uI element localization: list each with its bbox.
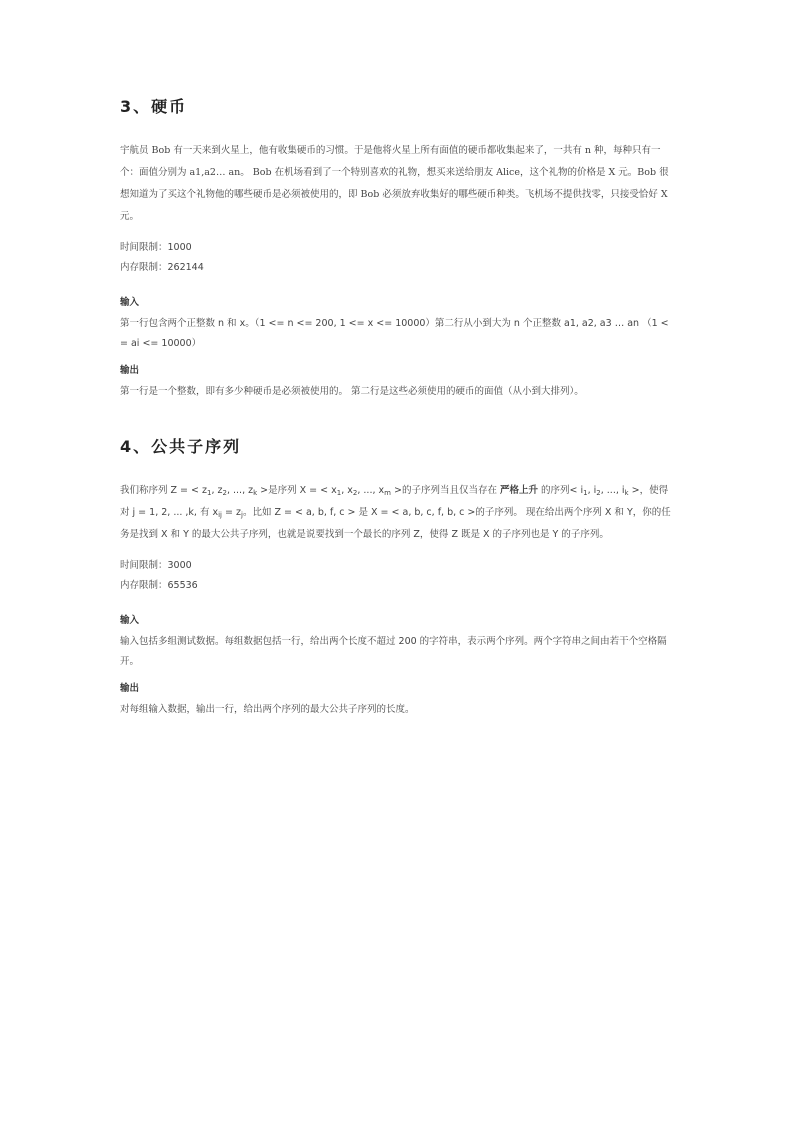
input-heading: 输入 [120,297,140,308]
subscript: 1 [207,489,212,497]
output-heading: 输出 [120,683,140,694]
desc-text: , z [211,485,223,496]
time-limit: 时间限制：1000 [120,242,192,253]
memory-limit: 内存限制：65536 [120,580,198,591]
problem-description [120,480,675,546]
desc-text: , i [587,485,597,496]
desc-text: >，使得对 j = 1, 2, ... ,k, 有 x [120,485,669,518]
subscript: m [384,489,391,497]
desc-text: = z [222,507,241,518]
problem-title: 4、公共子序列 [120,437,242,456]
input-description: 第一行包含两个正整数 n 和 x。（1 <= n <= 200, 1 <= x <= 10000）第二行从小到大为 n 个正整数 a1, a2, a3 … an （1 <= ai <= 10000） [120,318,669,349]
problem-coins [120,96,675,410]
desc-text: 。比如 Z = < a, b, f, c > 是 X = < a, b, c, f, b, c >的子序列。 现在给出两个序列 X 和 Y，你的任务是找到 X 和 Y 的最大公共子序列，也就是说要找到一个最长的序列 Z，使得 Z 既是 X 的子序列也是 Y 的子序列。 [120,507,671,540]
spacer [120,278,675,294]
subscript: 2 [222,489,227,497]
subscript: k [253,489,258,497]
subscript: ij [218,511,222,519]
output-heading: 输出 [120,365,140,376]
time-limit: 时间限制：3000 [120,560,192,571]
spacer [120,596,675,612]
desc-text: , x [341,485,353,496]
input-description: 输入包括多组测试数据。每组数据包括一行，给出两个长度不超过 200 的字符串，表示两个序列。两个字符串之间由若干个空格隔开。 [120,636,667,667]
input-heading: 输入 [120,615,140,626]
emphasis-strictly-increasing: 严格上升 [499,485,538,496]
output-description: 第一行是一个整数，即有多少种硬币是必须被使用的。 第二行是这些必须使用的硬币的面值（从小到大排列）。 [120,386,584,397]
problem-title: 3、硬币 [120,97,188,116]
subscript: j [241,511,243,519]
subscript: 2 [596,489,601,497]
output-description: 对每组输入数据，输出一行，给出两个序列的最大公共子序列的长度。 [120,704,415,715]
problem-common-subsequence [120,436,675,728]
desc-text: 我们称序列 Z = < z [120,485,207,496]
subscript: k [624,489,629,497]
desc-text: , ..., z [226,485,254,496]
desc-text: >的子序列当且仅当存在 [390,485,500,496]
subscript: 2 [352,489,358,497]
desc-text: >是序列 X = < x [257,485,337,496]
desc-text: , ..., x [357,485,385,496]
subscript: 1 [336,489,342,497]
desc-text: 的序列< i [537,485,584,496]
desc-text: , ..., i [600,485,625,496]
memory-limit: 内存限制：262144 [120,262,204,273]
problem-description: 宇航员 Bob 有一天来到火星上，他有收集硬币的习惯。于是他将火星上所有面值的硬币都收集起来了，一共有 n 种，每种只有一个：面值分别为 a1,a2… an。 Bob 在机场看到了一个特别喜欢的礼物，想买来送给朋友 Alice，这个礼物的价格是 X 元。Bob 很想知道为了买这个礼物他的哪些硬币是必须被使用的，即 Bob 必须放弃收集好的哪些硬币种类。飞机场不提供找零，只接受恰好 X 元。 [120,145,669,222]
subscript: 1 [583,489,588,497]
